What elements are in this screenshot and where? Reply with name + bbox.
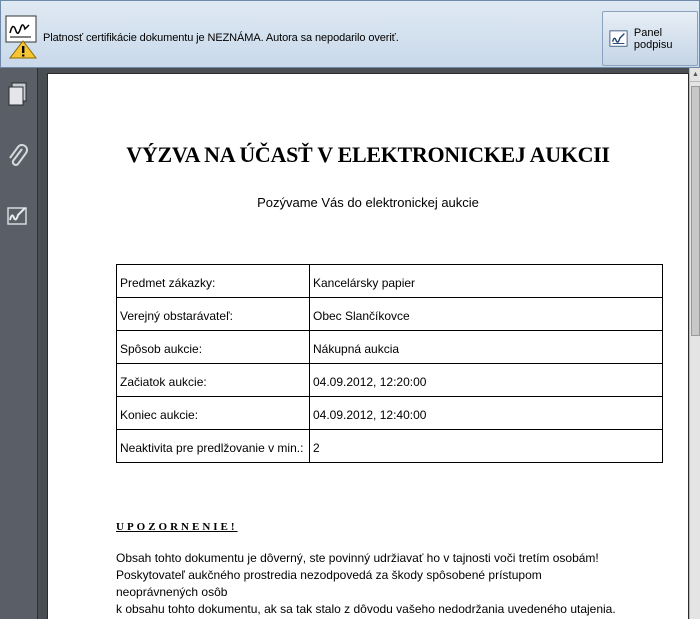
warning-line: k obsahu tohto dokumentu, ak sa tak stalo z dôvodu vašeho nedodržania uvedeného utajenia. <box>116 602 616 616</box>
document-title: VÝZVA NA ÚČASŤ V ELEKTRONICKEJ AUKCII <box>126 142 610 167</box>
signature-panel-icon <box>609 28 629 50</box>
vertical-scrollbar[interactable] <box>689 68 700 619</box>
warning-heading: UPOZORNENIE! <box>116 521 238 533</box>
table-value: Nákupná aukcia <box>310 331 663 364</box>
table-value: 04.09.2012, 12:40:00 <box>310 397 663 430</box>
signatures-icon[interactable] <box>6 204 30 230</box>
table-label: Verejný obstarávateľ: <box>117 298 310 331</box>
document-page <box>48 74 688 619</box>
attachment-icon[interactable] <box>6 144 30 170</box>
warning-body <box>116 550 616 618</box>
warning-line: Poskytovateľ aukčného prostredia nezodpovedá za škody spôsobené prístupom neoprávnených osôb <box>116 568 542 599</box>
table-label: Koniec aukcie: <box>117 397 310 430</box>
table-label: Spôsob aukcie: <box>117 331 310 364</box>
signature-warning-icon <box>5 15 41 59</box>
table-label: Neaktivita pre predlžovanie v min.: <box>117 430 310 463</box>
signature-bar <box>0 0 700 68</box>
signature-panel-button[interactable] <box>602 11 698 66</box>
pages-icon[interactable] <box>6 82 30 108</box>
table-row <box>117 430 663 463</box>
table-value: Kancelársky papier <box>310 265 663 298</box>
table-row <box>117 397 663 430</box>
table-row <box>117 364 663 397</box>
signature-status-message: Platnosť certifikácie dokumentu je NEZNÁMA. Autora sa nepodarilo overiť. <box>43 32 399 44</box>
scroll-up-arrow-icon[interactable]: ▲ <box>690 68 700 82</box>
table-row <box>117 298 663 331</box>
table-label: Predmet zákazky: <box>117 265 310 298</box>
document-subtitle: Pozývame Vás do elektronickej aukcie <box>257 195 479 210</box>
table-value: Obec Slančíkovce <box>310 298 663 331</box>
signature-panel-label: Panel podpisu <box>633 26 673 51</box>
scrollbar-thumb[interactable] <box>691 86 700 336</box>
navigation-rail <box>0 68 38 619</box>
table-row <box>117 331 663 364</box>
table-row <box>117 265 663 298</box>
table-label: Začiatok aukcie: <box>117 364 310 397</box>
table-value: 04.09.2012, 12:20:00 <box>310 364 663 397</box>
auction-info-table <box>116 264 663 463</box>
warning-line: Obsah tohto dokumentu je dôverný, ste povinný udržiavať ho v tajnosti voči tretím osobám! <box>116 551 599 565</box>
document-viewport[interactable] <box>38 68 700 619</box>
table-value: 2 <box>310 430 663 463</box>
